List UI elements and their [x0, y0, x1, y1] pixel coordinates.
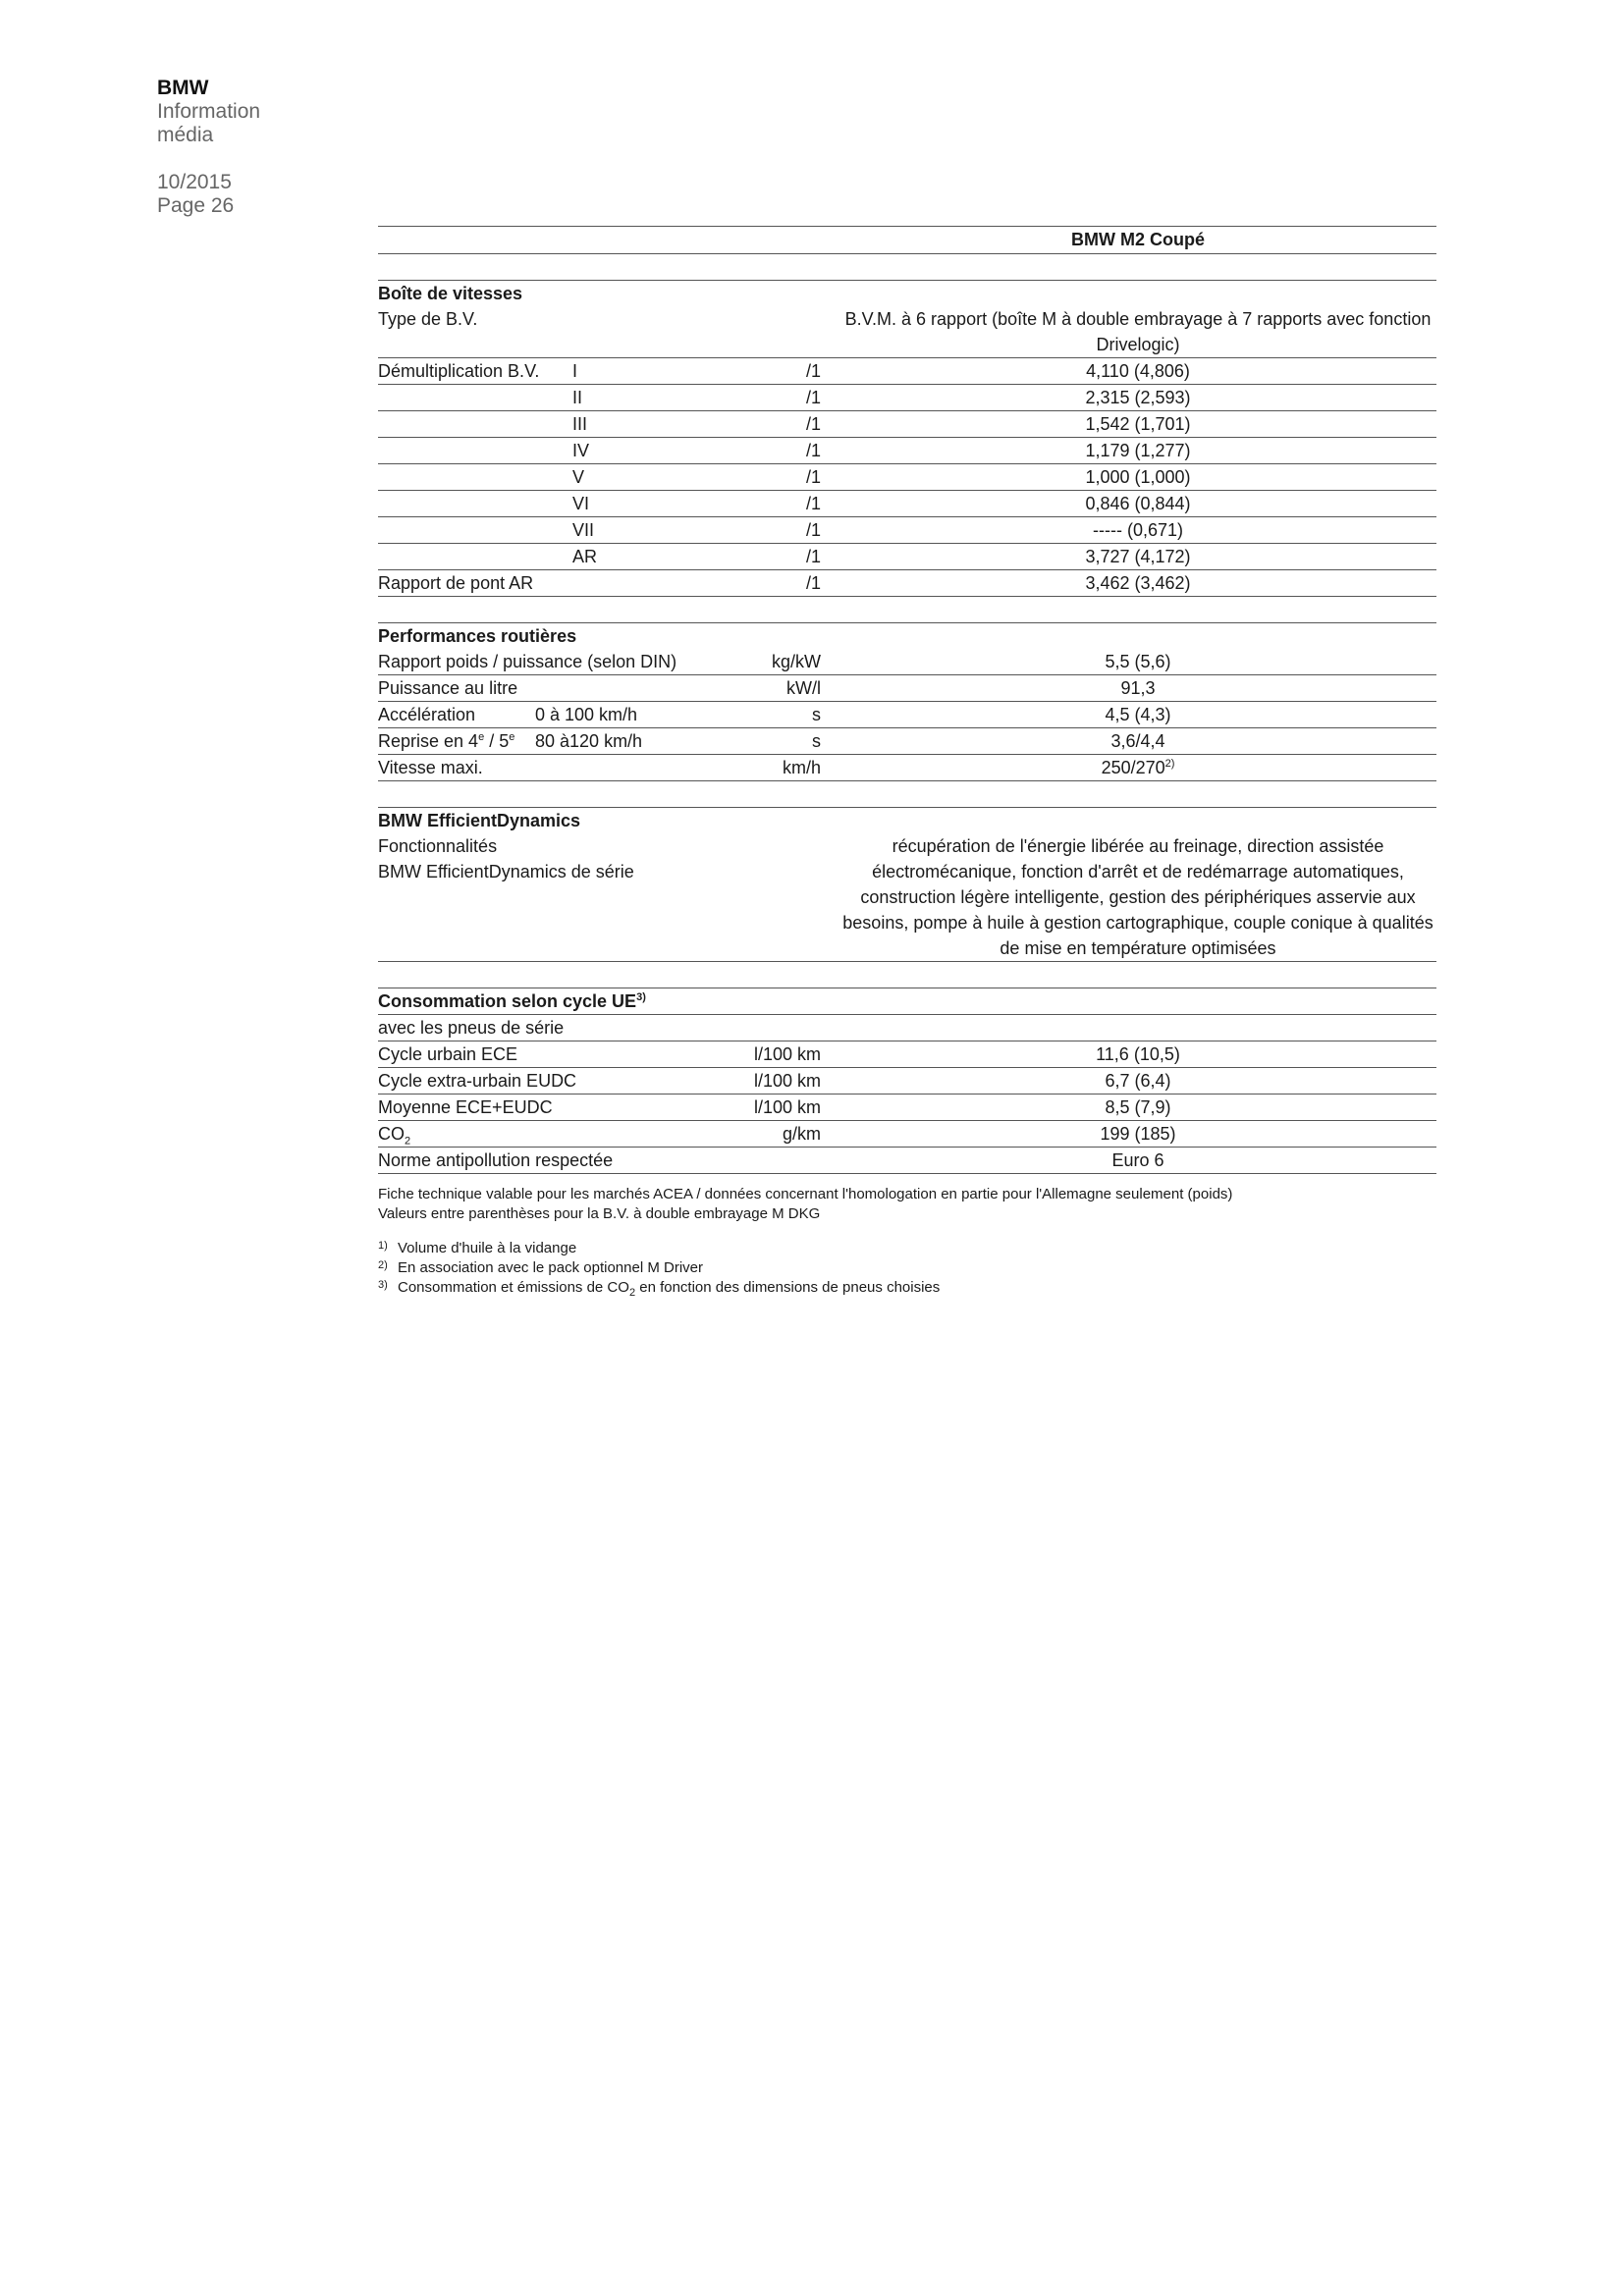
row-value: 1,542 (1,701): [1085, 414, 1191, 434]
table-row: [378, 675, 1436, 702]
reprise-label-a: Reprise en 4: [378, 731, 479, 751]
row-value: 91,3: [1120, 678, 1156, 698]
vmax-value: 250/270: [1101, 758, 1165, 777]
gear-label: VI: [572, 494, 590, 513]
table-row: [378, 702, 1436, 728]
co2-subscript: 2: [405, 1135, 411, 1148]
row-label: [378, 1121, 410, 1147]
row-value: ----- (0,671): [1092, 520, 1183, 540]
footnote-text: [398, 1278, 940, 1298]
table-row: [378, 1068, 1436, 1095]
dateline: [157, 171, 234, 218]
gear-label: II: [572, 388, 583, 407]
row-value: 5,5 (5,6): [1105, 652, 1171, 671]
reprise-sup-b: e: [509, 731, 515, 743]
section-heading-row: [378, 281, 1436, 306]
row-value: 199 (185): [1100, 1124, 1176, 1144]
row-unit: l/100 km: [753, 1071, 821, 1091]
row-unit: /1: [805, 573, 821, 593]
co2-subscript: 2: [628, 1287, 636, 1299]
row-value: 3,6/4,4: [1110, 731, 1165, 751]
row-unit: g/km: [782, 1124, 821, 1144]
gearbox-heading: Boîte de vitesses: [378, 284, 523, 303]
row-label: Cycle extra-urbain EUDC: [378, 1071, 577, 1091]
section-heading-row: [378, 988, 1436, 1015]
row-value: 6,7 (6,4): [1105, 1071, 1171, 1091]
row-label: Moyenne ECE+EUDC: [378, 1097, 553, 1117]
table-row: [378, 517, 1436, 544]
brand-name: BMW: [157, 77, 209, 99]
page-number: Page 26: [157, 194, 235, 217]
row-value: 1,179 (1,277): [1085, 441, 1191, 460]
row-sublabel: 80 à120 km/h: [535, 731, 643, 751]
footnote-ref: 3): [636, 991, 646, 1003]
row-unit: /1: [805, 388, 821, 407]
co2-label: CO: [378, 1124, 405, 1144]
row-value: 0,846 (0,844): [1085, 494, 1191, 513]
table-row: [378, 464, 1436, 491]
table-row: [378, 306, 1436, 358]
row-value: 8,5 (7,9): [1105, 1097, 1171, 1117]
row-value: B.V.M. à 6 rapport (boîte M à double embrayage à 7 rapports avec fonction Drivelogic): [844, 309, 1432, 354]
row-label: Accélération: [378, 705, 476, 724]
table-row: [378, 1121, 1436, 1148]
footnote-mark: 3): [378, 1279, 388, 1291]
row-unit: km/h: [782, 758, 821, 777]
table-row: [378, 570, 1436, 597]
row-unit: /1: [805, 414, 821, 434]
table-row: [378, 438, 1436, 464]
row-unit: /1: [805, 361, 821, 381]
gear-label: I: [572, 361, 578, 381]
row-unit: kg/kW: [771, 652, 821, 671]
table-row: [378, 1015, 1436, 1041]
spacer: [378, 781, 1436, 808]
row-value: [839, 755, 1436, 780]
row-unit: s: [812, 731, 821, 751]
spec-table: [378, 226, 1436, 1174]
row-label: Démultiplication B.V.: [378, 361, 540, 381]
table-row: [378, 649, 1436, 675]
table-row: [378, 1041, 1436, 1068]
spacer: [378, 597, 1436, 623]
note-line-2: Valeurs entre parenthèses pour la B.V. à double embrayage M DKG: [378, 1205, 821, 1222]
row-unit: /1: [805, 547, 821, 566]
row-label: Puissance au litre: [378, 678, 518, 698]
table-row: [378, 411, 1436, 438]
table-row: [378, 544, 1436, 570]
row-label-1: Fonctionnalités: [378, 836, 498, 856]
row-value: 1,000 (1,000): [1085, 467, 1191, 487]
gear-label: IV: [572, 441, 590, 460]
row-value: récupération de l'énergie libérée au freinage, direction assistée électromécanique, fonction d'arrêt et de redémarrage automatiques, construction légère intelligente, gestion des périphériques asservie aux besoins, pompe à huile à gestion cartographique, couple conique à qualités de mise en température optimisées: [842, 836, 1434, 958]
row-unit: s: [812, 705, 821, 724]
row-unit: /1: [805, 494, 821, 513]
table-row: [378, 358, 1436, 385]
gear-label: V: [572, 467, 585, 487]
row-label: Rapport poids / puissance (selon DIN): [378, 652, 677, 671]
notes: [378, 1185, 1436, 1224]
row-label: [378, 728, 514, 754]
row-unit: /1: [805, 467, 821, 487]
table-row: [378, 728, 1436, 755]
brand-subtitle-1: Information: [157, 100, 261, 123]
table-row: [378, 385, 1436, 411]
row-label: Norme antipollution respectée: [378, 1150, 614, 1170]
footnote-text: Volume d'huile à la vidange: [398, 1240, 577, 1256]
row-label: Cycle urbain ECE: [378, 1044, 518, 1064]
gear-label: III: [572, 414, 588, 434]
row-value: 11,6 (10,5): [1096, 1044, 1180, 1064]
row-value: 3,462 (3,462): [1085, 573, 1191, 593]
table-row: [378, 755, 1436, 781]
masthead: [157, 77, 260, 147]
row-label-2: BMW EfficientDynamics de série: [378, 862, 634, 881]
section-heading-row: [378, 623, 1436, 649]
row-label: Rapport de pont AR: [378, 573, 534, 593]
table-header-row: [378, 226, 1436, 254]
note-line-1: Fiche technique valable pour les marchés ACEA / données concernant l'homologation en partie pour l'Allemagne seulement (poids): [378, 1186, 1233, 1202]
footnote-mark: 1): [378, 1240, 388, 1252]
gear-label: VII: [572, 520, 595, 540]
row-label: Type de B.V.: [378, 309, 478, 329]
row-unit: l/100 km: [753, 1044, 821, 1064]
row-value: Euro 6: [1111, 1150, 1164, 1170]
footnote-text: En association avec le pack optionnel M Driver: [398, 1259, 703, 1276]
footnote-text-a: Consommation et émissions de CO: [398, 1279, 629, 1296]
row-label: avec les pneus de série: [378, 1018, 565, 1038]
row-sublabel: 0 à 100 km/h: [535, 705, 638, 724]
row-label: Vitesse maxi.: [378, 758, 483, 777]
row-unit: /1: [805, 520, 821, 540]
row-value: 2,315 (2,593): [1085, 388, 1191, 407]
table-row: [378, 1095, 1436, 1121]
reprise-label-b: / 5: [484, 731, 510, 751]
table-row: [378, 1148, 1436, 1174]
consumption-heading-text: Consommation selon cycle UE: [378, 991, 637, 1011]
footnote-text-b: en fonction des dimensions de pneus choisies: [635, 1279, 941, 1296]
row-value: 4,5 (4,3): [1105, 705, 1171, 724]
brand-subtitle-2: média: [157, 124, 214, 146]
issue-date: 10/2015: [157, 171, 232, 193]
table-row: [378, 833, 1436, 962]
reprise-sup-a: e: [478, 731, 485, 743]
spacer: [378, 962, 1436, 988]
spacer: [378, 254, 1436, 281]
row-unit: l/100 km: [753, 1097, 821, 1117]
gear-label: AR: [572, 547, 598, 566]
row-value: 4,110 (4,806): [1086, 361, 1190, 381]
footnote-ref: 2): [1164, 758, 1175, 770]
column-title: BMW M2 Coupé: [1071, 230, 1205, 249]
row-unit: /1: [805, 441, 821, 460]
table-row: [378, 491, 1436, 517]
row-value: 3,727 (4,172): [1085, 547, 1191, 566]
row-unit: kW/l: [786, 678, 821, 698]
footnote-mark: 2): [378, 1259, 388, 1271]
section-heading-row: [378, 808, 1436, 833]
consumption-heading: [378, 988, 646, 1014]
efficient-heading: BMW EfficientDynamics: [378, 811, 581, 830]
performance-heading: Performances routières: [378, 626, 577, 646]
